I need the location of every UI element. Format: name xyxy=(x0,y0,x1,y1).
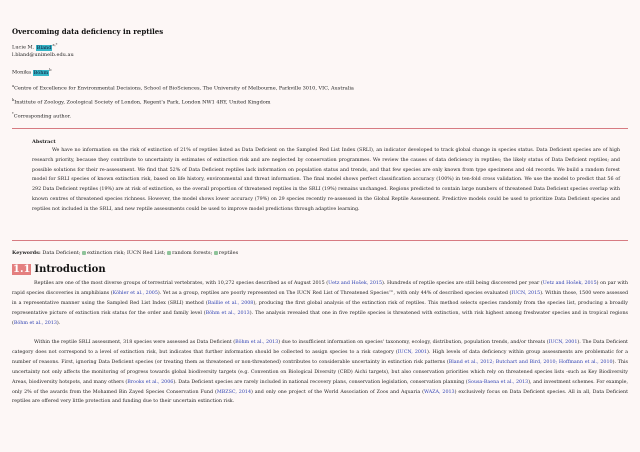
abstract-bottom-rule xyxy=(12,240,628,241)
paragraph-text: ) on par with rapid species discoveries in amphibians ( xyxy=(12,281,628,296)
paragraph-text: Reptiles are one of the most diverse groups of terrestrial vertebrates, with 10,272 species described as of August 2015 ( xyxy=(34,281,329,286)
paragraph-text: ). xyxy=(56,320,61,326)
intro-paragraph-2 xyxy=(12,338,628,407)
paragraph-text: ). High levels of data deficiency within group assessments are problematic for a number of reasons. First, ignoring Data Deficient species (or treating them as threatened or non-threatened) contributes to considerable uncertainty in extinction risk patterns ( xyxy=(12,349,628,365)
affiliation-b-text: Institute of Zoology, Zoological Society of London, Regent's Park, London NW1 4RY, United Kingdom xyxy=(14,99,271,106)
affiliation-b xyxy=(12,97,271,106)
section-number: 1.1 xyxy=(13,264,31,275)
paragraph-text: ), producing the first global analysis of the extinction risk of reptiles. This method selects species randomly from the species list, producing a broadly representative picture of extinction risk status for the order and family level ( xyxy=(12,300,628,316)
citation-link[interactable]: Böhm et al., 2013 xyxy=(235,340,279,345)
citation-link[interactable]: Brooks et al., 2006 xyxy=(127,379,174,385)
keyword-1[interactable]: Data Deficient xyxy=(42,250,79,256)
author-2-surname[interactable]: Böhm xyxy=(33,69,49,76)
paragraph-text: ). Yet as a group, reptiles are poorly represented on The IUCN Red List of Threatened Species™, with only 44% of described species evaluated ( xyxy=(157,290,512,296)
author-1 xyxy=(12,42,57,51)
keyword-marker-icon xyxy=(214,251,218,255)
keyword-marker-icon xyxy=(167,251,171,255)
citation-link[interactable]: Baillie et al., 2008 xyxy=(207,300,254,306)
citation-link[interactable]: Uetz and Hošek, 2015 xyxy=(542,281,597,286)
section-title: Introduction xyxy=(34,264,106,275)
paragraph-text: ). The Data Deficient category does not correspond to a level of extinction risk, but indicates that further information should be collected to assign species to a risk category ( xyxy=(12,340,628,355)
citation-link[interactable]: Uetz and Hošek, 2015 xyxy=(328,281,383,286)
author-1-marks: a,* xyxy=(52,43,58,47)
citation-link[interactable]: Bland et al., 2012; Butchart and Bird, 2010; Hoffmann et al., 2010 xyxy=(448,359,613,365)
keyword-2[interactable]: extinction risk xyxy=(87,250,124,256)
citation-link[interactable]: Böhm et al., 2013 xyxy=(205,310,250,316)
citation-link[interactable]: IUCN, 2015 xyxy=(511,290,541,296)
citation-link[interactable]: Böhm et al., 2013 xyxy=(13,320,57,326)
author-1-email[interactable]: l.bland@unimelb.edu.au xyxy=(12,52,74,58)
corresponding-text: Corresponding author. xyxy=(13,113,72,120)
author-1-surname[interactable]: Bland xyxy=(36,44,52,51)
paragraph-text: ) due to insufficient information on species' taxonomy, ecology, distribution, population trends, and/or threats ( xyxy=(278,340,549,345)
paper-title: Overcoming data deficiency in reptiles xyxy=(12,27,164,36)
author-2-name-prefix: Monika xyxy=(12,69,33,76)
citation-link[interactable]: WAZA, 2013 xyxy=(424,389,455,395)
abstract-top-rule xyxy=(12,128,628,129)
paragraph-text: ). Hundreds of reptile species are still being discovered per year ( xyxy=(382,281,543,286)
affiliation-a-mark: a xyxy=(12,84,15,88)
abstract-heading: Abstract xyxy=(32,139,56,145)
keyword-3[interactable]: IUCN Red List xyxy=(126,250,164,256)
citation-link[interactable]: Sousa-Baena et al., 2013 xyxy=(467,379,529,385)
affiliation-a xyxy=(12,83,354,92)
paragraph-text: ) and only one project of the World Association of Zoos and Aquaria ( xyxy=(251,389,425,395)
paragraph-text: ). This uncertainty not only affects the monitoring of progress towards global biodiversity targets (e.g. Convention on Biological Diversity (CBD) Aichi targets), but also conservation priorities which rely on threatened species lists -such as Key Biodiversity Areas, biodiversity hotspots, and many others ( xyxy=(12,359,629,385)
intro-paragraph-1 xyxy=(12,279,628,329)
affiliation-b-mark: b xyxy=(12,98,15,102)
paragraph-text: ), and investment schemes. For example, only 2% of the awards from the Mohamed Bin Zayed Species Conservation Fund ( xyxy=(12,379,629,395)
paragraph-text: ). The analysis revealed that one in five reptile species is threatened with extinction, with risk highest among freshwater species and in tropical regions ( xyxy=(12,310,628,326)
abstract-text: We have no information on the risk of extinction of 21% of reptiles listed as Data Deficient on the Sampled Red List Index (SRLI), an indicator developed to track global change in species status. Data Deficient species are of high research priority, because they contribute to uncertainty in estimates of extinction risk and are neglected by conservation programmes. We review the causes of data deficiency in reptiles; the likely status of Data Deficient reptiles; and possible solutions for their re-assessment. We find that 52% of Data Deficient reptiles lack information on population status and trends, and that few species are only known from type specimens and old records. We build a random forest model for SRLI species of known extinction risk, based on life history, environmental and threat information. The final model shows perfect classification accuracy (100%) in ten-fold cross validation. We use the model to predict that 56 of 292 Data Deficient reptiles (19%) are at risk of extinction, so the overall proportion of threatened reptiles in the SRLI (19%) remains unchanged. Regions predicted to contain large numbers of threatened Data Deficient species overlap with known centres of threatened species richness. However, the model shows lower accuracy (79%) on 29 species recently re-assessed in the Global Reptile Assessment. Predictive models could be used to prioritize Data Deficient species and reptiles not included in the SRLI, and new reptile assessments could be used to improve model predictions through adaptive learning. xyxy=(32,148,620,212)
paragraph-text: Within the reptile SRLI assessment, 318 species were assessed as Data Deficient ( xyxy=(34,340,236,345)
corresponding-mark: * xyxy=(12,112,14,116)
keyword-marker-icon xyxy=(82,251,86,255)
citation-link[interactable]: IUCN, 2001 xyxy=(397,349,428,355)
section-heading xyxy=(12,264,106,275)
paragraph-text: ) exclusively focus on Data Deficient species. All in all, Data Deficient reptiles are offered very little protection and funding due to their uncertain extinction risk. xyxy=(12,389,628,405)
paragraph-text: ). Data Deficient species are rarely included in national recovery plans, conservation legislation, conservation planning ( xyxy=(173,379,468,385)
keywords-label: Keywords: xyxy=(12,250,41,256)
keywords-line: Keywords: Data Deficient; extinction risk; IUCN Red List; random forests; reptiles xyxy=(12,250,239,256)
paragraph-text: ). Within those, 1500 were assessed in a representative manner using the Sampled Red List Index (SRLI) method ( xyxy=(12,290,629,306)
citation-link[interactable]: MBZSC, 2014 xyxy=(216,389,252,395)
author-2-marks: b xyxy=(49,68,52,72)
citation-link[interactable]: Köhler et al., 2005 xyxy=(112,290,158,296)
author-1-name-prefix: Lucie M. xyxy=(12,44,36,51)
author-2 xyxy=(12,67,51,76)
citation-link[interactable]: IUCN, 2001 xyxy=(548,340,578,345)
affiliation-a-text: Centre of Excellence for Environmental Decisions, School of BioSciences, The University of Melbourne, Parkville 3010, VIC, Australia xyxy=(14,85,354,92)
keyword-5[interactable]: reptiles xyxy=(218,250,239,256)
corresponding-note xyxy=(12,111,71,120)
keyword-4[interactable]: random forests xyxy=(172,250,211,256)
